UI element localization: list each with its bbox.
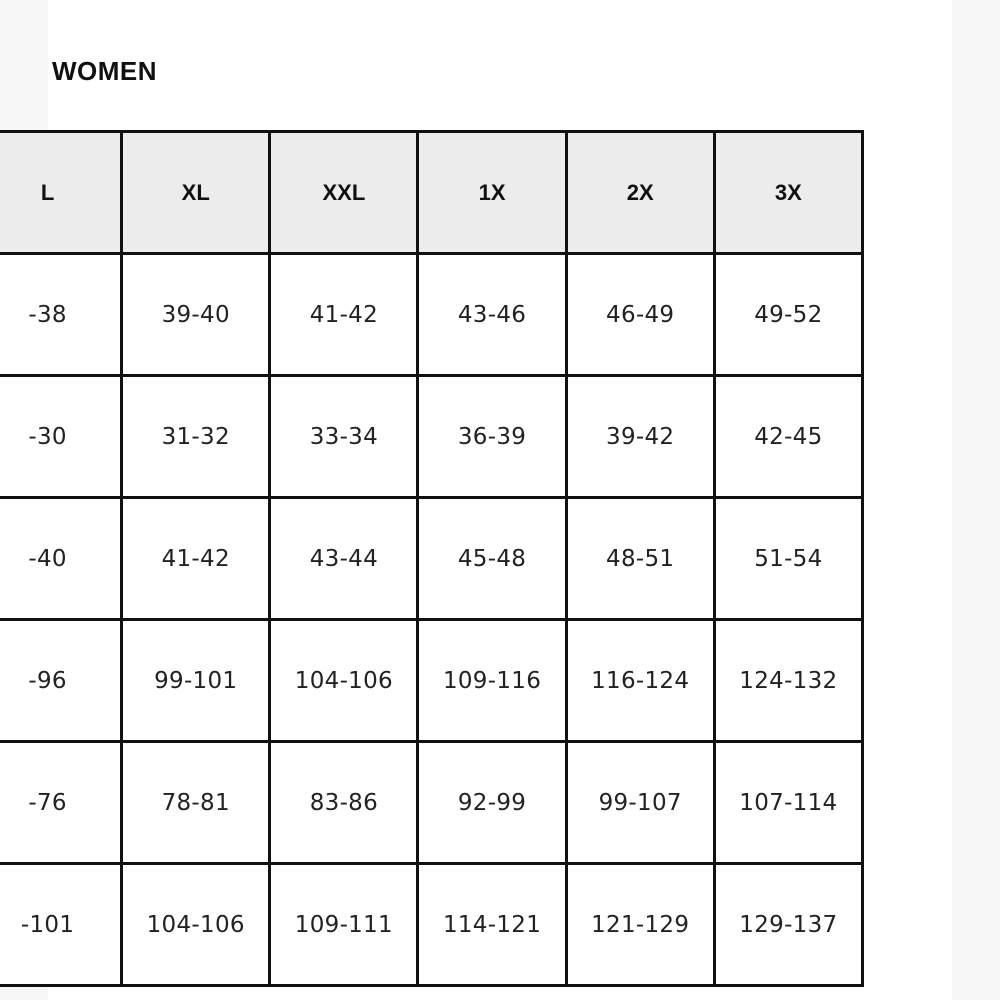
table-cell: -38 (0, 254, 122, 376)
header-size-l: L (0, 132, 122, 254)
table-cell: 43-46 (418, 254, 566, 376)
table-row (0, 376, 863, 498)
table-cell: 116-124 (566, 620, 714, 742)
table-cell: -96 (0, 620, 122, 742)
table-cell: 104-106 (122, 864, 270, 986)
table-cell: 45-48 (418, 498, 566, 620)
table-row (0, 620, 863, 742)
table-cell: 46-49 (566, 254, 714, 376)
table-cell: 114-121 (418, 864, 566, 986)
table-cell: 107-114 (714, 742, 862, 864)
header-size-2x: 2X (566, 132, 714, 254)
table-cell: 109-116 (418, 620, 566, 742)
table-cell: -101 (0, 864, 122, 986)
table-cell: 33-34 (270, 376, 418, 498)
table-cell: 99-107 (566, 742, 714, 864)
table-cell: 41-42 (270, 254, 418, 376)
table-cell: 39-40 (122, 254, 270, 376)
table-cell: 92-99 (418, 742, 566, 864)
table-cell: 109-111 (270, 864, 418, 986)
table-cell: -40 (0, 498, 122, 620)
table-cell: 41-42 (122, 498, 270, 620)
header-size-1x: 1X (418, 132, 566, 254)
size-table (0, 130, 864, 987)
table-cell: 83-86 (270, 742, 418, 864)
table-cell: 121-129 (566, 864, 714, 986)
table-cell: 48-51 (566, 498, 714, 620)
chart-title: WOMEN (52, 56, 158, 86)
table-cell: 36-39 (418, 376, 566, 498)
table-cell: -76 (0, 742, 122, 864)
table-cell: -30 (0, 376, 122, 498)
table-row (0, 864, 863, 986)
table-cell: 39-42 (566, 376, 714, 498)
table-cell: 31-32 (122, 376, 270, 498)
header-size-xxl: XXL (270, 132, 418, 254)
table-cell: 51-54 (714, 498, 862, 620)
table-row (0, 498, 863, 620)
table-cell: 43-44 (270, 498, 418, 620)
table-row (0, 254, 863, 376)
header-size-xl: XL (122, 132, 270, 254)
table-cell: 99-101 (122, 620, 270, 742)
table-cell: 124-132 (714, 620, 862, 742)
table-cell: 104-106 (270, 620, 418, 742)
header-row (0, 132, 863, 254)
right-margin (952, 0, 1000, 1000)
size-table-viewport[interactable] (20, 130, 940, 988)
header-size-3x: 3X (714, 132, 862, 254)
table-row (0, 742, 863, 864)
table-cell: 129-137 (714, 864, 862, 986)
table-cell: 78-81 (122, 742, 270, 864)
table-cell: 49-52 (714, 254, 862, 376)
table-cell: 42-45 (714, 376, 862, 498)
